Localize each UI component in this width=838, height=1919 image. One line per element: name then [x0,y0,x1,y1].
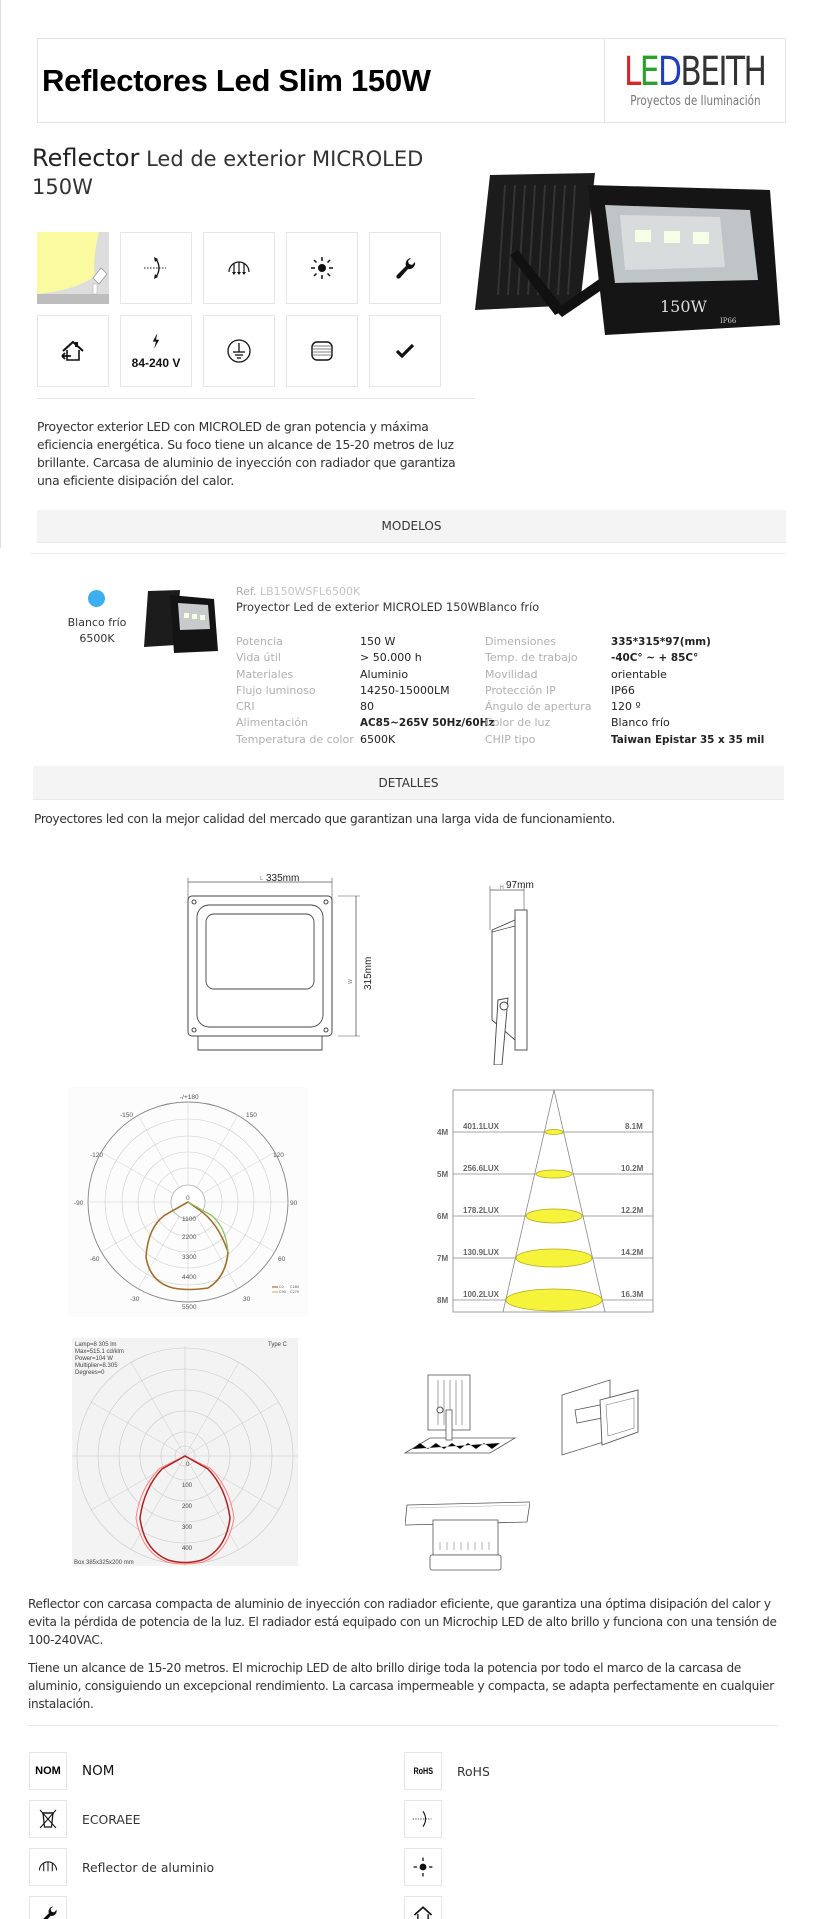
cert-item-rohs: RoHS RoHS [404,1752,490,1790]
spec-key: Movilidad [485,667,538,681]
svg-text:H: H [500,885,504,891]
svg-text:C0: C0 [279,1285,284,1289]
rotation-icon [120,232,192,304]
spec-value: > 50.000 h [360,651,422,665]
spec-key: Temperatura de color [236,732,354,746]
svg-text:10.2M: 10.2M [621,1164,644,1173]
divider [28,1725,778,1726]
svg-text:150W: 150W [660,297,707,316]
svg-text:4400: 4400 [182,1274,197,1281]
cert-item-ecoraee: ECORAEE [29,1800,140,1838]
wrench-icon [29,1896,67,1919]
spec-value: orientable [611,667,667,681]
svg-text:-150: -150 [120,1112,134,1119]
swatch-label: Blanco frío 6500K [67,616,127,645]
svg-text:12.2M: 12.2M [621,1206,644,1215]
dimension-drawing-side [480,870,570,1065]
details-paragraph: Reflector con carcasa compacta de aluminio de inyección con radiador eficiente, que garantiza una óptima disipación del calor y evita la pérdida de potencia de la luz. El radiador está equipado con un Microchip LED de alto brillo y funciona con una tensión de 100-240VAC. [28,1597,777,1647]
svg-text:8.1M: 8.1M [625,1122,643,1131]
svg-text:315mm: 315mm [363,956,374,990]
svg-text:C90: C90 [279,1290,286,1294]
svg-text:100: 100 [182,1483,193,1489]
model-reference: Ref. LB150WSFL6500K [236,585,361,598]
svg-text:C180: C180 [290,1285,300,1289]
check-icon [369,315,441,387]
spec-value: 120 º [611,700,641,714]
spec-key: Vida útil [236,651,281,665]
details-paragraph: Tiene un alcance de 15-20 metros. El microchip LED de alto brillo dirige toda la potencia por todo el marco de la carcasa de aluminio, consiguiendo un excepcional rendimiento. La carcasa impermeable y compacta, se adapta perfectamente en cualquier instalación. [28,1661,774,1711]
aluminum-reflector-icon [29,1848,67,1886]
spec-value: AC85~265V 50Hz/60Hz [360,717,495,730]
brand-logo[interactable] [605,39,785,122]
svg-text:60: 60 [278,1256,286,1263]
spec-table [236,634,771,748]
photometric-polar-chart [72,1338,298,1566]
rohs-icon: RoHS [404,1752,442,1790]
cert-item-reflector: Reflector de aluminio [29,1848,214,1886]
section-header-modelos[interactable]: MODELOS [37,510,786,543]
svg-text:30: 30 [243,1296,251,1303]
feature-icon-grid [37,232,441,387]
spec-key: Dimensiones [485,635,556,648]
cert-item-rotation [404,1800,442,1838]
mounting-drawing-wall [560,1370,640,1460]
page-left-border [0,0,1,548]
spec-key: CRI [236,700,255,714]
svg-text:Multiplier=8.305: Multiplier=8.305 [75,1363,118,1369]
svg-text:100.2LUX: 100.2LUX [463,1290,500,1299]
outdoor-house-icon [404,1896,442,1919]
svg-text:150: 150 [246,1112,257,1119]
svg-text:Degrees=0: Degrees=0 [75,1370,105,1376]
svg-text:4M: 4M [437,1128,449,1137]
spec-key: Alimentación [236,716,308,730]
svg-text:Lamp=8 305 lm: Lamp=8 305 lm [75,1342,117,1348]
rotation-icon [404,1800,442,1838]
mounting-drawing-ceiling [405,1500,530,1575]
cert-item-wrench [29,1896,67,1919]
weee-bin-icon [29,1800,67,1838]
svg-text:300: 300 [182,1525,193,1531]
svg-text:120: 120 [273,1152,284,1159]
svg-text:130.9LUX: 130.9LUX [463,1248,500,1257]
svg-text:6M: 6M [437,1212,449,1221]
svg-text:401.1LUX: 401.1LUX [463,1122,500,1131]
model-thumbnail[interactable] [140,585,220,655]
details-text: Proyectores led con la mejor calidad del mercado que garantizan una larga vida de funcionamiento. [34,812,616,826]
wrench-icon [369,232,441,304]
svg-text:-/+180: -/+180 [180,1094,199,1101]
svg-text:97mm: 97mm [506,880,534,891]
divider [31,553,786,554]
svg-text:W: W [348,979,354,984]
cert-item-nom: NOM NOM [29,1752,114,1790]
svg-text:1100: 1100 [182,1216,196,1223]
svg-text:178.2LUX: 178.2LUX [463,1206,500,1215]
spec-key: Temp. de trabajo [485,651,578,665]
svg-text:L: L [260,876,263,882]
svg-text:Box 385x325x200 mm: Box 385x325x200 mm [74,1560,134,1566]
svg-text:200: 200 [182,1504,193,1510]
spec-value: 80 [360,700,374,714]
product-title: Reflector Led de exterior MICROLED 150W [32,144,424,199]
svg-text:7M: 7M [437,1254,449,1263]
spec-value: Blanco frío [611,716,670,730]
svg-text:335mm: 335mm [266,873,300,884]
product-hero-image [470,155,790,335]
divider [37,398,475,399]
svg-text:3300: 3300 [182,1254,197,1261]
spec-value: IP66 [611,683,635,697]
wall-wash-icon [37,232,109,304]
mounting-drawing-ground [400,1365,520,1460]
outdoor-house-icon [37,315,109,387]
section-header-detalles[interactable]: DETALLES [33,766,784,800]
spec-value: 6500K [360,732,396,746]
svg-text:IP66: IP66 [720,317,737,325]
svg-text:5500: 5500 [182,1304,197,1311]
svg-text:C270: C270 [290,1290,300,1294]
svg-text:400: 400 [182,1546,193,1552]
svg-text:0: 0 [186,1195,190,1202]
spec-key: Flujo luminoso [236,683,316,697]
svg-text:Max=515.1 cd/klm: Max=515.1 cd/klm [75,1349,124,1355]
cert-item-outdoor [404,1896,442,1919]
lightning-icon [142,332,170,350]
lux-distance-chart [435,1088,657,1316]
svg-text:90: 90 [290,1200,298,1207]
dimension-drawing-front [180,870,380,1065]
spec-value: 150 W [360,635,396,648]
spec-value: Taiwan Epistar 35 x 35 mil [611,733,765,746]
model-name: Proyector Led de exterior MICROLED 150WBlanco frío [236,601,540,614]
svg-text:Type C: Type C [268,1342,288,1348]
svg-text:2200: 2200 [182,1234,197,1241]
polar-distribution-chart [68,1087,308,1317]
page-title: Reflectores Led Slim 150W [38,39,605,122]
spec-key: CHIP tipo [485,732,536,746]
svg-text:-120: -120 [90,1152,104,1159]
svg-text:5M: 5M [437,1170,449,1179]
logo-wordmark: LEDBEITH [624,49,766,95]
brightness-icon [286,232,358,304]
spec-key: Protección IP [485,683,556,697]
svg-text:-90: -90 [74,1200,84,1207]
ground-icon [203,315,275,387]
header-banner [37,38,786,123]
spec-value: Aluminio [360,667,409,681]
nom-icon: NOM [29,1752,67,1790]
spec-value: -40C° ~ + 85C° [611,652,699,665]
product-intro: Proyector exterior LED con MICROLED de gran potencia y máxima eficiencia energética. Su foco tiene un alcance de 15-20 metros de luz brillante. Carcasa de aluminio de inyección con radiador que garantiza una eficiente disipación del calor. [37,420,456,488]
spec-key: Potencia [236,635,283,648]
svg-text:-60: -60 [90,1256,100,1263]
logo-tagline: Proyectos de Iluminación [629,94,761,109]
spec-key: Ángulo de apertura [485,700,592,714]
svg-text:256.6LUX: 256.6LUX [463,1164,500,1173]
cert-item-brightness [404,1848,442,1886]
svg-text:14.2M: 14.2M [621,1248,644,1257]
spec-value: 14250-15000LM [360,683,450,697]
diffuser-icon [286,315,358,387]
spec-key: Color de luz [485,716,551,730]
aluminum-reflector-icon [203,232,275,304]
spec-key: Materiales [236,667,294,681]
svg-text:16.3M: 16.3M [621,1290,644,1299]
voltage-label: 84-240 V [131,356,181,370]
svg-text:8M: 8M [437,1296,449,1305]
svg-text:-30: -30 [130,1296,140,1303]
brightness-icon [404,1848,442,1886]
color-swatch[interactable] [88,590,105,607]
spec-value: 335*315*97(mm) [611,636,711,648]
svg-text:Power=104 W: Power=104 W [75,1356,113,1362]
voltage-cell [120,315,192,387]
svg-text:0: 0 [186,1462,190,1468]
